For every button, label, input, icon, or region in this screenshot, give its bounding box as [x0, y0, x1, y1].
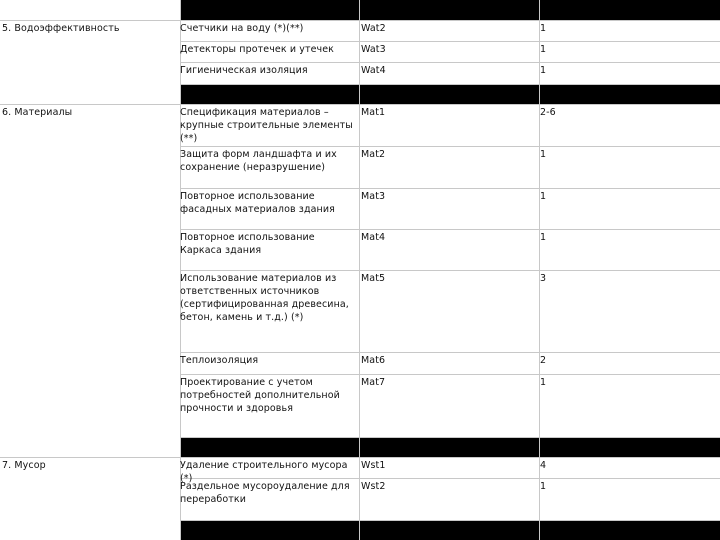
- requirement-description: Гигиеническая изоляция: [180, 65, 308, 76]
- row-divider: [180, 374, 720, 375]
- row-divider: [180, 229, 720, 230]
- black-separator-bar: [180, 84, 720, 104]
- credit-code: Wat2: [361, 23, 386, 34]
- credit-score: 1: [540, 44, 547, 55]
- black-separator-bar: [180, 0, 720, 20]
- credit-score: 1: [540, 149, 547, 160]
- row-divider: [180, 62, 720, 63]
- requirement-description: Использование материалов из ответственных источников (сертифицированная древесина, бетон, камень и т.д.) (*): [180, 273, 349, 323]
- credit-score: 2-6: [540, 107, 556, 118]
- credit-code: Mat1: [361, 107, 386, 118]
- requirement-description: Проектирование с учетом потребностей дополнительной прочности и здоровья: [180, 377, 340, 414]
- credit-score: 4: [540, 460, 547, 471]
- credit-score: 1: [540, 191, 547, 202]
- credit-code: Wst1: [361, 460, 386, 471]
- requirement-description: Счетчики на воду (*)(**): [180, 23, 304, 34]
- requirement-description: Повторное использование фасадных материалов здания: [180, 191, 335, 215]
- requirement-description: Спецификация материалов – крупные строительные элементы (**): [180, 107, 353, 144]
- credit-score: 1: [540, 377, 547, 388]
- requirement-description: Удаление строительного мусора (*): [180, 460, 348, 484]
- credit-code: Wat3: [361, 44, 386, 55]
- category-label: 6. Материалы: [2, 107, 73, 118]
- row-divider: [180, 352, 720, 353]
- row-divider: [180, 41, 720, 42]
- row-divider: [180, 188, 720, 189]
- row-divider: [0, 20, 720, 21]
- credit-code: Mat4: [361, 232, 386, 243]
- credit-score: 1: [540, 65, 547, 76]
- category-label: 5. Водоэффективность: [2, 23, 120, 34]
- credit-code: Mat2: [361, 149, 386, 160]
- credit-code: Mat6: [361, 355, 386, 366]
- credit-code: Mat3: [361, 191, 386, 202]
- credit-score: 1: [540, 232, 547, 243]
- requirement-description: Детекторы протечек и утечек: [180, 44, 335, 55]
- row-divider: [180, 270, 720, 271]
- requirement-description: Защита форм ландшафта и их сохранение (неразрушение): [180, 149, 337, 173]
- credit-score: 1: [540, 23, 547, 34]
- row-divider: [0, 457, 720, 458]
- credit-code: Mat5: [361, 273, 386, 284]
- row-divider: [180, 520, 720, 521]
- credit-score: 3: [540, 273, 547, 284]
- credit-code: Mat7: [361, 377, 386, 388]
- requirement-description: Теплоизоляция: [180, 355, 259, 366]
- requirement-description: Раздельное мусороудаление для переработки: [180, 481, 350, 505]
- row-divider: [180, 84, 720, 85]
- requirement-description: Повторное использование Каркаса здания: [180, 232, 315, 256]
- credit-score: 2: [540, 355, 547, 366]
- row-divider: [180, 437, 720, 438]
- credit-code: Wat4: [361, 65, 386, 76]
- credit-code: Wst2: [361, 481, 386, 492]
- credit-score: 1: [540, 481, 547, 492]
- black-separator-bar: [180, 520, 720, 540]
- row-divider: [180, 146, 720, 147]
- category-label: 7. Мусор: [2, 460, 46, 471]
- row-divider: [0, 104, 720, 105]
- black-separator-bar: [180, 437, 720, 457]
